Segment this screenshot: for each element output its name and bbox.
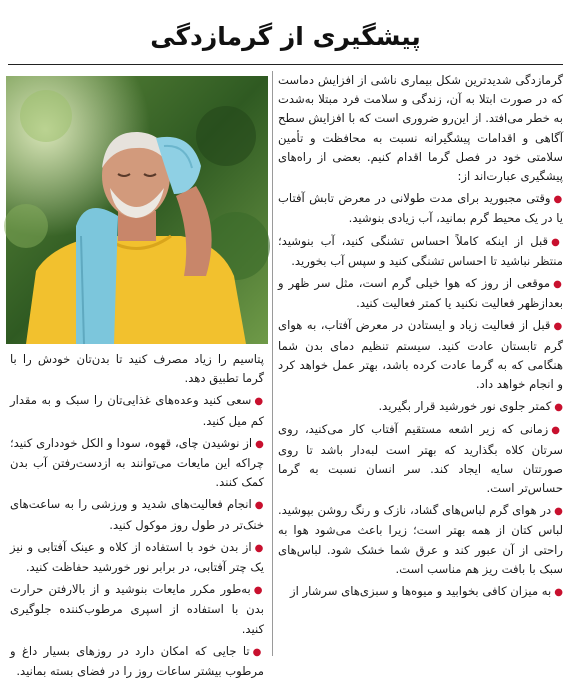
list-item <box>278 316 563 394</box>
list-item-text: از بدن خود با استفاده از کلاه و عینک آفتابی و نیز یک چتر آفتابی، در برابر نور خورشید حفاظت کنید. <box>10 539 264 575</box>
list-item <box>278 397 563 417</box>
man-with-towel-illustration <box>6 76 268 344</box>
list-item <box>278 274 563 313</box>
list-item <box>10 434 264 493</box>
bullet-icon: ● <box>253 585 264 597</box>
list-item <box>10 495 264 534</box>
list-item-text: انجام فعالیت‌های شدید و ورزشی را به ساعت‌های خنک‌تر در طول روز موکول کنید. <box>10 497 264 532</box>
bullet-icon: ● <box>554 587 563 599</box>
bullet-icon: ● <box>252 646 264 658</box>
list-item <box>278 189 563 228</box>
bullet-icon: ● <box>553 321 563 333</box>
list-item-text: موقعی از روز که هوا خیلی گرم است، مثل سر ظهر و بعدازظهر فعالیت نکنید یا کمتر فعالیت کنید. <box>278 276 563 311</box>
article-photo <box>6 76 268 344</box>
list-item <box>10 391 264 430</box>
list-item <box>10 642 264 681</box>
list-item-text: از نوشیدن چای، قهوه، سودا و الکل خودداری کنید؛ چراکه این مایعات می‌توانند به ازدست‌رفتن آب بدن کمک کنند. <box>10 435 264 490</box>
list-item-text: قبل از فعالیت زیاد و ایستادن در معرض آفتاب، به هوای گرم تابستان عادت کنید. سیستم تنظیم دمای بدن شما هنگامی که به گرما عادت کرده باشد، بهتر عمل خواهد کرد و انجام خواهد داد. <box>278 318 563 392</box>
list-item-text: در هوای گرم لباس‌های گشاد، نازک و رنگ روشن بپوشید. لباس کتان از همه بهتر است؛ زیرا باعث می‌شود هوا به راحتی از آن عبور کند و عرق شما خشک شود. لباس‌های سبک با بافت ریز هم مناسب است. <box>278 503 563 576</box>
bullet-icon: ● <box>553 194 563 206</box>
list-item-text: زمانی که زیر اشعه مستقیم آفتاب کار می‌کنید، روی سرتان کلاه بگذارید که بهتر است لبه‌دار باشد تا روی صورتتان سایه ایجاد کند. سر انسان نسبت به گرما حساس‌تر است. <box>278 422 563 496</box>
list-item <box>278 232 563 271</box>
bullet-icon: ● <box>554 506 563 518</box>
list-item-text: قبل از اینکه کاملاً احساس تشنگی کنید، آب بنوشید؛ منتظر نباشید تا احساس تشنگی کنید و سپس آب بخورید. <box>278 233 563 268</box>
list-item <box>10 538 264 577</box>
list-item <box>278 501 563 579</box>
bullet-icon: ● <box>255 438 264 450</box>
right-column <box>278 71 563 605</box>
bullet-icon: ● <box>254 500 264 512</box>
list-item-text: کمتر جلوی نور خورشید قرار بگیرید. <box>378 399 552 414</box>
bullet-icon: ● <box>554 402 563 414</box>
list-item-text: تا جایی که امکان دارد در روزهای بسیار داغ و مرطوب بیشتر ساعات روز را در فضای بسته بمانید. <box>10 643 264 679</box>
left-column <box>10 350 264 684</box>
bullet-icon: ● <box>254 542 264 554</box>
bullet-icon: ● <box>254 396 264 408</box>
article-title: پیشگیری از گرمازدگی <box>150 22 421 51</box>
column-divider <box>272 71 273 656</box>
list-item-text: سعی کنید وعده‌های غذایی‌تان را سبک و به مقدار کم میل کنید. <box>10 393 264 428</box>
list-item-text: به‌طور مکرر مایعات بنوشید و از بالارفتن حرارت بدن با استفاده از اسپری مرطوب‌کننده جلوگیری کنید. <box>10 582 264 636</box>
bullet-icon: ● <box>551 236 563 248</box>
list-item-text: وقتی مجبورید برای مدت طولانی در معرض تابش آفتاب یا در یک محیط گرم بمانید، آب زیادی بنوشید. <box>278 191 563 226</box>
continuation-paragraph: پتاسیم را زیاد مصرف کنید تا بدن‌تان خودش را با گرما تطبیق دهد. <box>10 352 264 386</box>
list-item <box>278 420 563 498</box>
bullet-icon: ● <box>553 279 564 291</box>
list-item <box>278 582 563 602</box>
list-item <box>10 580 264 639</box>
title-underline <box>8 64 563 65</box>
intro-paragraph: گرمازدگی شدیدترین شکل بیماری ناشی از افزایش دماست که در صورت ابتلا به آن، زندگی و سلامت فرد مبتلا به‌شدت به خطر می‌افتد. از این‌رو ضروری است که با افزایش سطح آگاهی و اقدامات پیشگیرانه نسبت به محافظت و تأمین سلامتی خود در فصل گرما اقدام کنیم. بعضی از راه‌های پیشگیری عبارت‌اند از: <box>278 73 563 184</box>
list-item-text: به میزان کافی بخوابید و میوه‌ها و سبزی‌های سرشار از <box>290 584 552 599</box>
bullet-icon: ● <box>551 425 563 437</box>
